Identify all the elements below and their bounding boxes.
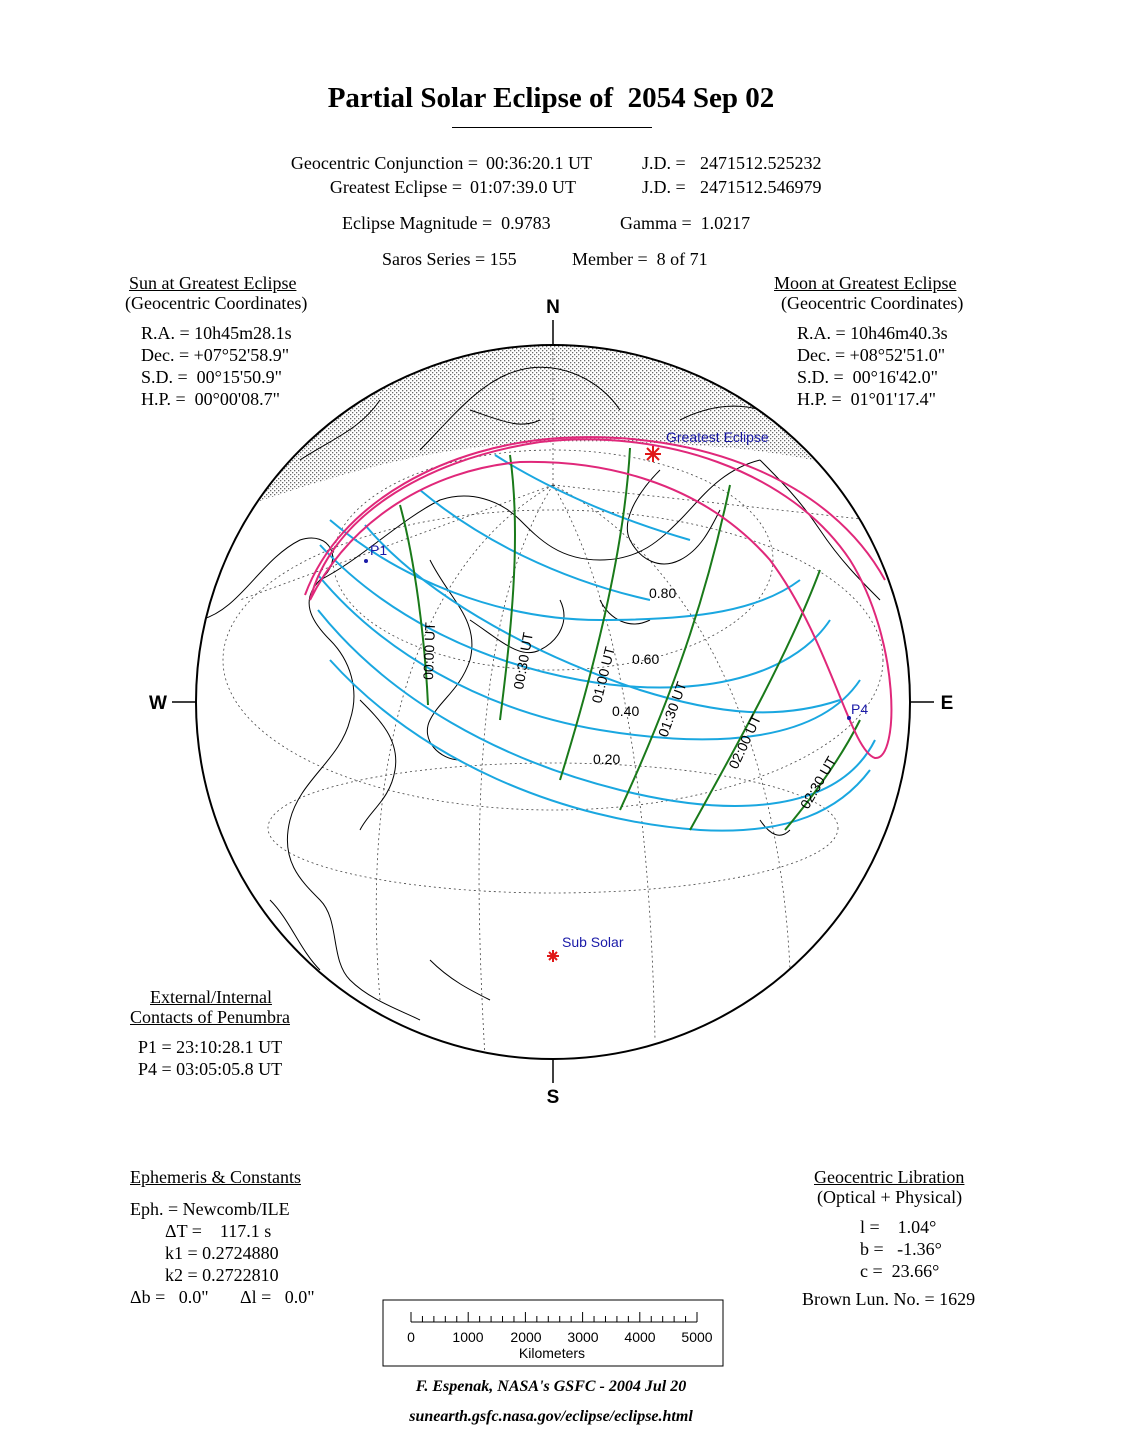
p4-label: P4 [851,701,869,717]
moon-sd: S.D. = 00°16'42.0" [797,367,938,387]
eclipse-magnitude: Eclipse Magnitude = 0.9783 [342,213,551,233]
saros-member: Member = 8 of 71 [572,249,708,269]
sun-dec: Dec. = +07°52'58.9" [141,345,290,365]
ephemeris-k2: k2 = 0.2722810 [165,1265,279,1285]
greatest-label: Greatest Eclipse = [329,177,462,197]
ephemeris-heading: Ephemeris & Constants [130,1167,301,1187]
contact-p4: P4 = 03:05:05.8 UT [138,1059,283,1079]
night-shading [150,300,960,540]
magnitude-label: 0.40 [612,703,640,719]
moon-dec: Dec. = +08°52'51.0" [797,345,946,365]
libration-l: l = 1.04° [860,1217,937,1237]
time-label: 00:30 UT [510,631,536,691]
moon-hp: H.P. = 01°01'17.4" [797,389,936,409]
libration-subheading: (Optical + Physical) [817,1187,963,1207]
libration-b: b = -1.36° [860,1239,942,1259]
conjunction-jd-label: J.D. = [642,153,686,173]
scale-tick-label: 5000 [681,1329,713,1345]
contacts-heading-2: Contacts of Penumbra [130,1007,290,1027]
greatest-eclipse-label: Greatest Eclipse [666,429,769,445]
scale-tick-label: 3000 [567,1329,599,1345]
moon-heading: Moon at Greatest Eclipse [774,273,957,293]
time-label: 02:00 UT [725,712,765,772]
p1-label: P1 [370,542,388,558]
greatest-jd: 2471512.546979 [700,177,822,197]
contacts-heading-1: External/Internal [150,987,272,1007]
greatest-jd-label: J.D. = [642,177,686,197]
credit-author: F. Espenak, NASA's GSFC - 2004 Jul 20 [415,1378,687,1395]
libration-c: c = 23.66° [860,1261,940,1281]
magnitude-label: 0.60 [632,651,660,667]
scale-unit: Kilometers [518,1345,586,1361]
magnitude-label: 0.20 [593,751,621,767]
scale-tick-label: 2000 [510,1329,542,1345]
conjunction-label: Geocentric Conjunction = [290,153,478,173]
time-label: 00:00 UT [420,621,439,681]
sun-sd: S.D. = 00°15'50.9" [141,367,282,387]
scale-tick-label: 4000 [624,1329,656,1345]
west-label: W [149,693,167,714]
page-title: Partial Solar Eclipse of 2054 Sep 02 [327,82,775,114]
east-label: E [940,693,954,714]
sun-heading: Sun at Greatest Eclipse [129,273,297,293]
ephemeris-delta-l: Δl = 0.0" [240,1287,315,1307]
moon-ra: R.A. = 10h46m40.3s [797,323,948,343]
sun-hp: H.P. = 00°00'08.7" [141,389,280,409]
conjunction-jd: 2471512.525232 [700,153,822,173]
saros-series: Saros Series = 155 [382,249,517,269]
sub-solar-marker [547,950,559,962]
moon-subheading: (Geocentric Coordinates) [781,293,964,313]
time-curves [400,448,860,830]
p1-point [364,559,368,563]
sun-ra: R.A. = 10h45m28.1s [141,323,292,343]
time-label: 01:30 UT [654,679,690,740]
sun-subheading: (Geocentric Coordinates) [125,293,308,313]
ephemeris-eph: Eph. = Newcomb/ILE [130,1199,290,1219]
magnitude-label: 0.80 [649,585,677,601]
scale-tick-label: 0 [407,1329,415,1345]
north-label: N [546,297,560,318]
libration-heading: Geocentric Libration [814,1167,965,1187]
conjunction-time: 00:36:20.1 UT [486,153,592,173]
gamma: Gamma = 1.0217 [620,213,751,233]
time-label: 02:30 UT [796,753,840,812]
credit-url: sunearth.gsfc.nasa.gov/eclipse/eclipse.html [409,1408,693,1425]
time-label: 01:00 UT [588,644,618,705]
brown-lunation: Brown Lun. No. = 1629 [802,1289,976,1309]
contact-p1: P1 = 23:10:28.1 UT [138,1037,283,1057]
ephemeris-delta-t: ΔT = 117.1 s [165,1221,272,1241]
sub-solar-label: Sub Solar [562,934,624,950]
greatest-eclipse-marker [645,446,661,462]
greatest-time: 01:07:39.0 UT [470,177,576,197]
south-label: S [546,1087,560,1108]
ephemeris-k1: k1 = 0.2724880 [165,1243,279,1263]
scale-tick-label: 1000 [452,1329,484,1345]
ephemeris-delta-b: Δb = 0.0" [130,1287,209,1307]
